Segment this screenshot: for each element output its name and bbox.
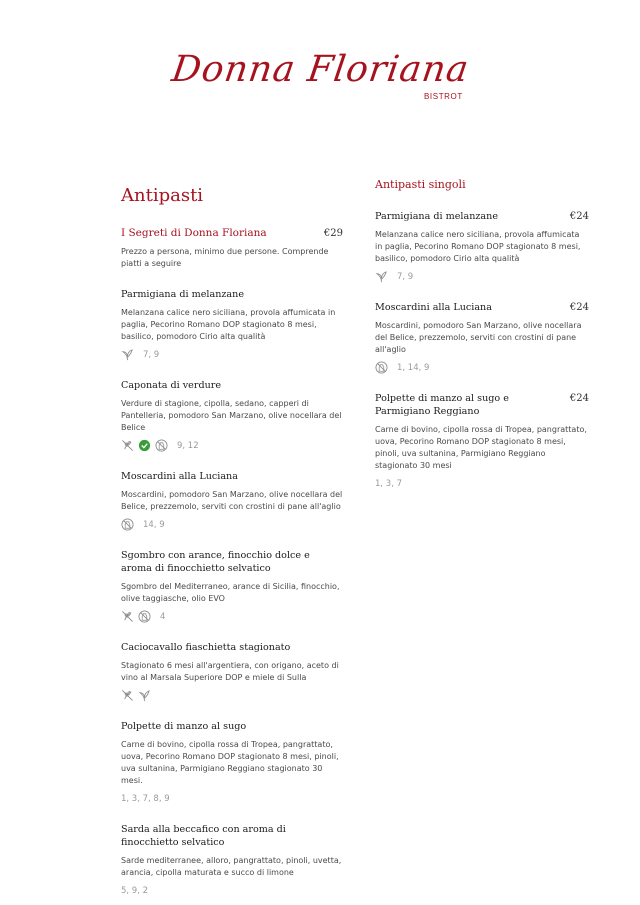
dish-meta xyxy=(121,439,343,452)
allergen-codes: 14, 9 xyxy=(143,519,165,530)
menu-items-right xyxy=(375,210,589,490)
antipasti-singoli-column xyxy=(375,178,589,508)
vegetarian-icon xyxy=(375,270,388,283)
menu-items-left xyxy=(121,227,343,897)
menu-item xyxy=(375,210,589,283)
dish-description: Prezzo a persona, minimo due persone. Comprende piatti a seguire xyxy=(121,247,329,268)
allergen-codes: 7, 9 xyxy=(397,271,414,282)
dish-meta xyxy=(121,518,343,531)
allergen-codes: 1, 3, 7 xyxy=(375,478,403,489)
menu-item-header xyxy=(121,823,343,849)
dish-meta xyxy=(375,270,589,283)
allergen-codes: 7, 9 xyxy=(143,349,160,360)
menu-item xyxy=(121,823,343,897)
menu-item-header xyxy=(121,549,343,575)
dish-description: Melanzana calice nero siciliana, provola affumicata in paglia, Pecorino Romano DOP stagionato 8 mesi, basilico, pomodoro Cirio alta qualità xyxy=(121,308,336,341)
dish-name: I Segreti di Donna Floriana xyxy=(121,227,267,239)
dish-meta xyxy=(121,884,343,897)
dish-meta xyxy=(375,477,589,490)
menu-item xyxy=(121,549,343,623)
antipasti-column xyxy=(121,185,343,905)
dish-price: €24 xyxy=(569,302,589,313)
allergen-codes: 1, 14, 9 xyxy=(397,362,430,373)
section-title-singoli: Antipasti singoli xyxy=(375,178,466,191)
menu-item-header xyxy=(121,227,343,240)
dish-name: Caponata di verdure xyxy=(121,380,222,391)
dish-description: Carne di bovino, cipolla rossa di Tropea, pangrattato, uova, Pecorino Romano DOP stagionato 8 mesi, pinoli, uva sultanina, Parmigiano Reggiano stagionato 30 mesi. xyxy=(121,740,339,785)
dish-name: Parmigiana di melanzane xyxy=(121,289,245,300)
lactose-free-icon xyxy=(375,361,388,374)
dish-price: €24 xyxy=(569,393,589,404)
dish-description: Stagionato 6 mesi all'argentiera, con origano, aceto di vino al Marsala Superiore DOP e miele di Sulla xyxy=(121,661,339,682)
dish-name: Polpette di manzo al sugo xyxy=(121,721,247,732)
logo-script: Donna Floriana xyxy=(168,49,472,90)
dish-price: €24 xyxy=(569,211,589,222)
dish-description: Carne di bovino, cipolla rossa di Tropea, pangrattato, uova, Pecorino Romano DOP stagionato 8 mesi, pinoli, uva sultanina, Parmigiano Reggiano stagionato 30 mesi xyxy=(375,425,587,470)
menu-item xyxy=(121,227,343,270)
dish-description: Melanzana calice nero siciliana, provola affumicata in paglia, Pecorino Romano DOP stagionato 8 mesi, basilico, pomodoro Cirio alta qualità xyxy=(375,230,581,263)
dish-name: Moscardini alla Luciana xyxy=(375,302,492,313)
lactose-free-icon xyxy=(121,518,134,531)
dish-meta xyxy=(121,689,343,702)
allergen-codes: 5, 9, 2 xyxy=(121,885,149,896)
menu-item-header xyxy=(375,210,589,223)
allergen-codes: 9, 12 xyxy=(177,440,199,451)
dish-name: Polpette di manzo al sugo e Parmigiano Reggiano xyxy=(375,393,509,417)
restaurant-logo xyxy=(0,48,640,92)
dish-name: Caciocavallo fiaschietta stagionato xyxy=(121,642,291,653)
dish-description: Sgombro del Mediterraneo, arance di Sicilia, finocchio, olive taggiasche, olio EVO xyxy=(121,582,340,603)
allergen-codes: 1, 3, 7, 8, 9 xyxy=(121,793,170,804)
dish-description: Moscardini, pomodoro San Marzano, olive nocellara del Belice, prezzemolo, serviti con crostini di pane all'aglio xyxy=(375,321,582,354)
vegetarian-icon xyxy=(138,689,151,702)
gluten-free-icon xyxy=(121,610,134,623)
menu-item xyxy=(121,720,343,805)
dish-name: Parmigiana di melanzane xyxy=(375,211,499,222)
dish-meta xyxy=(375,361,589,374)
dish-description: Verdure di stagione, cipolla, sedano, capperi di Pantelleria, pomodoro San Marzano, olive nocellara del Belice xyxy=(121,399,342,432)
menu-item xyxy=(375,301,589,374)
menu-item-header xyxy=(375,392,589,418)
dish-description: Moscardini, pomodoro San Marzano, olive nocellara del Belice, prezzemolo, serviti con crostini di pane all'aglio xyxy=(121,490,343,511)
allergen-codes: 4 xyxy=(160,611,166,622)
gluten-free-icon xyxy=(121,439,134,452)
dish-meta xyxy=(121,348,343,361)
menu-item-header xyxy=(121,470,343,483)
dish-price: €29 xyxy=(323,228,343,239)
dish-name: Sarda alla beccafico con aroma di finocchietto selvatico xyxy=(121,824,286,848)
menu-item xyxy=(375,392,589,490)
menu-item-header xyxy=(121,641,343,654)
menu-item-header xyxy=(375,301,589,314)
menu-item xyxy=(121,288,343,361)
section-title: Antipasti xyxy=(121,185,204,206)
menu-item-header xyxy=(121,379,343,392)
menu-item xyxy=(121,470,343,531)
dish-name: Sgombro con arance, finocchio dolce e aroma di finocchietto selvatico xyxy=(121,550,310,574)
vegan-icon xyxy=(138,439,151,452)
dish-meta xyxy=(121,610,343,623)
menu-item xyxy=(121,641,343,702)
menu-item xyxy=(121,379,343,452)
dish-meta xyxy=(121,792,343,805)
menu-item-header xyxy=(121,288,343,301)
dish-description: Sarde mediterranee, alloro, pangrattato, pinoli, uvetta, arancia, cipolla maturata e succo di limone xyxy=(121,856,342,877)
lactose-free-icon xyxy=(138,610,151,623)
gluten-free-icon xyxy=(121,689,134,702)
lactose-free-icon xyxy=(155,439,168,452)
vegetarian-icon xyxy=(121,348,134,361)
menu-item-header xyxy=(121,720,343,733)
logo-subtitle: BISTROT xyxy=(424,92,463,101)
dish-name: Moscardini alla Luciana xyxy=(121,471,238,482)
